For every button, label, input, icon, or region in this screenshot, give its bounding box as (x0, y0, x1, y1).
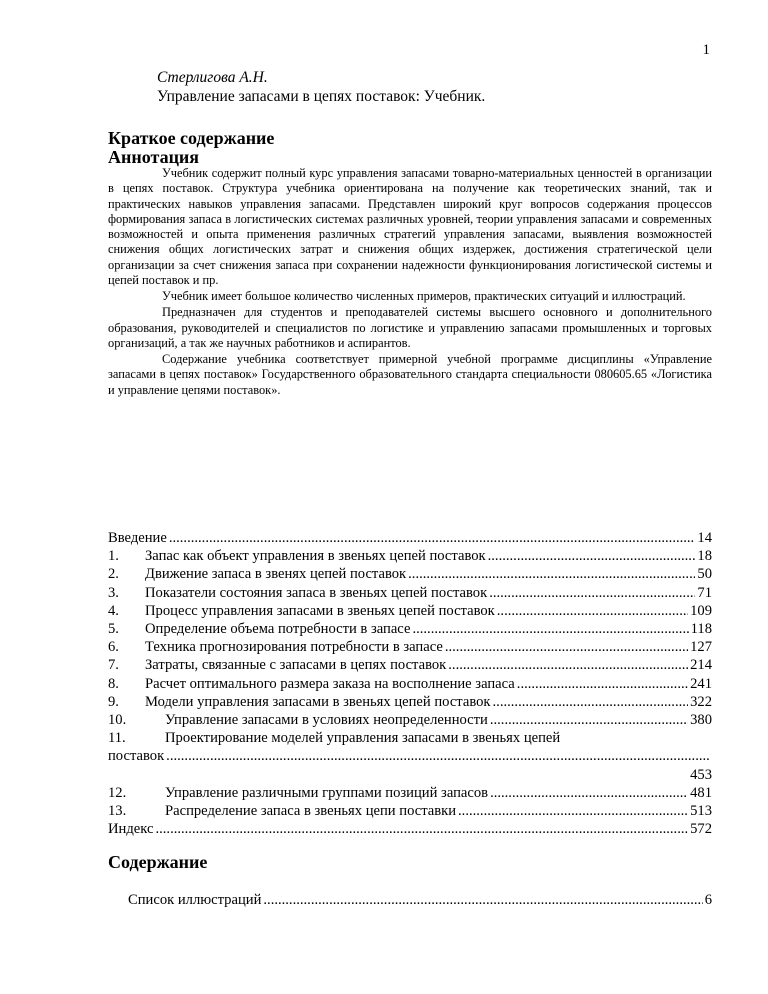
toc-entry-page: 127 (690, 639, 712, 656)
toc-leader-dots (493, 693, 689, 711)
toc-entry-title: Движение запаса в звенях цепей поставок (145, 566, 407, 583)
toc-entry-number: 8. (108, 675, 119, 692)
toc-entry-chapter[interactable] (108, 638, 712, 656)
toc-entry-title: Распределение запаса в звеньях цепи поставки (165, 803, 457, 820)
toc-leader-dots (445, 638, 688, 656)
toc-entry-chapter[interactable] (108, 802, 712, 820)
toc-entry-title: Техника прогнозирования потребности в запасе (145, 639, 443, 656)
toc-entry-number: 13. (108, 803, 127, 820)
toc-leader-dots (448, 656, 688, 674)
toc-leader-dots (489, 584, 695, 602)
document-header (157, 68, 485, 106)
toc-leader-dots (412, 620, 688, 638)
toc-leader-dots (155, 820, 688, 838)
toc-entry-chapter[interactable] (108, 602, 712, 620)
author: Стерлигова А.Н. (157, 69, 268, 86)
toc-entry-chapter-11[interactable] (108, 729, 712, 784)
toc-entry-page: 50 (697, 566, 712, 583)
toc-entry-page: 71 (697, 584, 712, 601)
toc-entry-chapter[interactable] (108, 784, 712, 802)
toc-entry-chapter[interactable] (108, 711, 712, 729)
annotation-paragraph: Предназначен для студентов и преподавателей системы высшего основного и дополнительного образования, руководителей и специалистов по логистике и управлению запасами промышленных и торговых организаций, а так же научных работников и аспирантов. (108, 305, 712, 350)
annotation-heading: Аннотация (108, 147, 200, 167)
toc-entry-chapter[interactable] (108, 620, 712, 638)
annotation-paragraph: Учебник содержит полный курс управления запасами товарно-материальных ценностей в организации в цепях поставок. Структура учебника ориентирована на получение как теоретических знаний, так и практических навыков управления запасами. Представлен широкий круг вопросов содержания процессов формирования запаса в логистических системах различных уровней, теории управления запасами и современных возможностей и опыта применения различных стратегий управления запасами, выявления возможностей снижения общих логистических затрат и снижения общих издержек, достижения стратегической цели организации за счет снижения запаса при сохранении надежности функционирования логистической системы и цепей поставок и пр. (108, 166, 712, 287)
toc-entry-number: 10. (108, 712, 127, 729)
toc-entry-number: 12. (108, 784, 127, 801)
annotation-text (108, 166, 712, 398)
toc-entry-page: 214 (690, 657, 712, 674)
toc-leader-dots (166, 747, 710, 765)
toc-entry-number: 4. (108, 602, 119, 619)
toc-entry-page: 18 (697, 548, 712, 565)
toc-entry-chapter[interactable] (108, 675, 712, 693)
toc-leader-dots (490, 711, 688, 729)
toc-entry-title: Процесс управления запасами в звеньях цепей поставок (145, 602, 495, 619)
toc-leader-dots (408, 565, 695, 583)
toc-entry-intro[interactable] (108, 529, 712, 547)
toc-entry-chapter[interactable] (108, 693, 712, 711)
toc-entry-title-continued: поставок (108, 748, 165, 765)
contents-list (128, 891, 712, 909)
toc-entry-title: Затраты, связанные с запасами в цепях поставок (145, 657, 447, 674)
toc-leader-dots (490, 784, 688, 802)
toc-entry-chapter[interactable] (108, 584, 712, 602)
toc-entry-page: 109 (690, 602, 712, 619)
toc-entry-number: 3. (108, 584, 119, 601)
toc-entry-title: Определение объема потребности в запасе (145, 621, 411, 638)
toc-entry-page: 513 (690, 803, 712, 820)
toc-entry-index[interactable] (108, 820, 712, 838)
annotation-paragraph: Содержание учебника соответствует примерной учебной программе дисциплины «Управление запасами в цепях поставок» Государственного образовательного стандарта специальности 080605.65 «Логистика и управление цепями поставок». (108, 352, 712, 397)
contents-heading: Содержание (108, 852, 208, 872)
toc-entry-title: Расчет оптимального размера заказа на восполнение запаса (145, 675, 515, 692)
contents-entry-title: Список иллюстраций (128, 892, 262, 908)
toc-entry-number: 1. (108, 548, 119, 565)
toc-leader-dots (497, 602, 688, 620)
toc-entry-chapter[interactable] (108, 656, 712, 674)
toc-entry-page: 322 (690, 693, 712, 710)
summary-heading: Краткое содержание (108, 128, 275, 148)
toc-entry-title: Проектирование моделей управления запасами в звеньях цепей (165, 730, 561, 747)
toc-leader-dots (517, 675, 688, 693)
toc-entry-number: 11. (108, 730, 126, 747)
toc-entry-page: 118 (690, 621, 712, 638)
toc-entry-chapter[interactable] (108, 565, 712, 583)
contents-entry[interactable] (128, 891, 712, 909)
toc-leader-dots (458, 802, 688, 820)
toc-leader-dots (488, 547, 696, 565)
contents-entry-page: 6 (704, 892, 712, 908)
annotation-paragraph: Учебник имеет большое количество численных примеров, практических ситуаций и иллюстраций. (162, 289, 686, 303)
toc-entry-title: Управление различными группами позиций запасов (165, 784, 489, 801)
toc-entry-title: Запас как объект управления в звеньях цепей поставок (145, 548, 486, 565)
toc-entry-title: Показатели состояния запаса в звеньях цепей поставок (145, 584, 488, 601)
toc-entry-title: Управление запасами в условиях неопределенности (165, 712, 488, 729)
toc-chapter-list (108, 547, 712, 729)
toc-entry-title: Введение (108, 530, 167, 546)
toc-entry-number: 9. (108, 693, 119, 710)
toc-entry-number: 6. (108, 639, 119, 656)
book-title: Управление запасами в цепях поставок: Учебник. (157, 88, 486, 105)
toc-entry-page: 572 (690, 821, 712, 838)
summary-toc (108, 529, 712, 838)
toc-entry-page: 241 (690, 675, 712, 692)
toc-entry-page: 453 (690, 766, 712, 783)
toc-entry-chapter[interactable] (108, 547, 712, 565)
toc-leader-dots (169, 529, 696, 547)
toc-entry-page: 481 (690, 784, 712, 801)
toc-entry-number: 7. (108, 657, 119, 674)
toc-leader-dots (263, 891, 702, 909)
toc-entry-title: Индекс (108, 821, 154, 838)
toc-chapter-list-end (108, 784, 712, 820)
toc-entry-page: 380 (690, 712, 712, 729)
page-number: 1 (702, 42, 710, 58)
toc-entry-page: 14 (697, 530, 712, 546)
toc-entry-number: 2. (108, 566, 119, 583)
toc-entry-number: 5. (108, 621, 119, 638)
toc-entry-title: Модели управления запасами в звеньях цепей поставок (145, 693, 491, 710)
